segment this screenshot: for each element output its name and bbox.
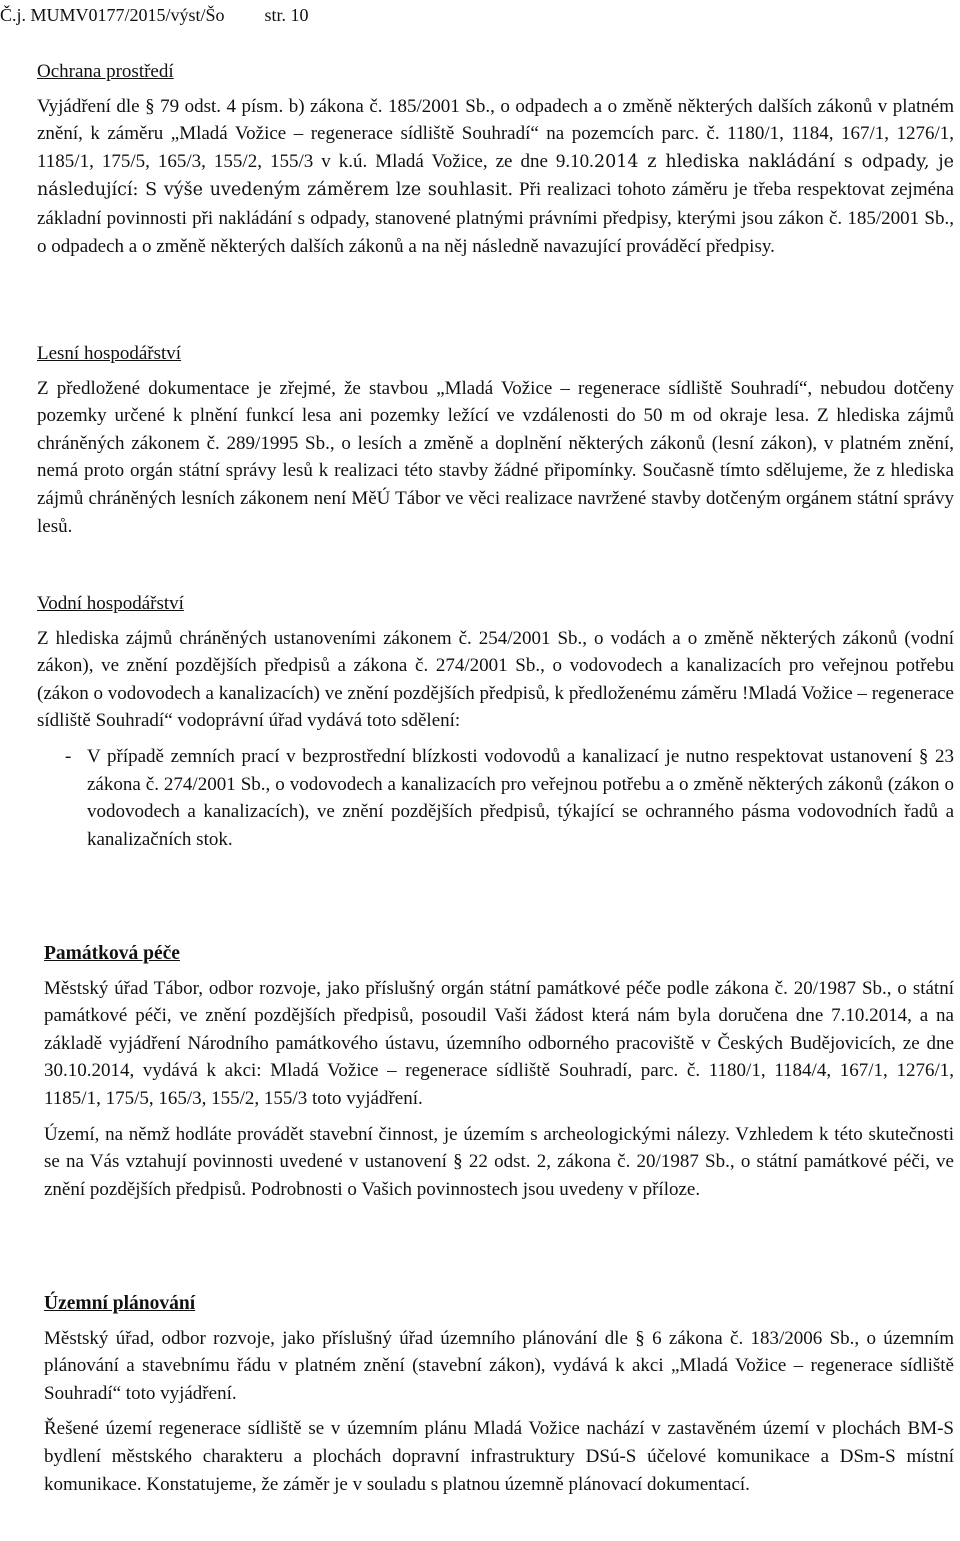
page-header: [0, 4, 309, 26]
uzemni-paragraph-1: Městský úřad, odbor rozvoje, jako příslušný úřad územního plánování dle § 6 zákona č. 183/2006 Sb., o územním plánování a stavebnímu řádu v platném znění (stavební zákon), vydává k akci „Mladá Vožice – regenerace sídliště Souhradí“ toto vyjádření.: [44, 1327, 954, 1404]
heading-pamatkova-pece: Památková péče: [44, 943, 180, 964]
uzemni-paragraph-2: Řešené území regenerace sídliště se v územním plánu Mladá Vožice nachází v zastavěném území v plochách BM-S bydlení městského charakteru a plochách dopravní infrastruktury DSú-S účelové komunikace a DSm-S místní komunikace. Konstatujeme, že záměr je v souladu s platnou územně plánovací dokumentací.: [44, 1418, 954, 1495]
pamatkova-paragraph-2: Území, na němž hodláte provádět stavební činnost, je územím s archeologickými nálezy. Vzhledem k této skutečnosti se na Vás vztahují povinnosti uvedené v ustanovení § 22 odst. 2, zákona č. 20/1987 Sb., o státní památkové péči, ve znění pozdějších předpisů. Podrobnosti o Vašich povinnostech jsou uvedeny v příloze.: [44, 1123, 954, 1200]
section-lesni-hospodarstvi: [37, 340, 954, 540]
vodni-paragraph: Z hlediska zájmů chráněných ustanoveními zákonem č. 254/2001 Sb., o vodách a o změně některých zákonů (vodní zákon), ve znění pozdějších předpisů a zákona č. 274/2001 Sb., o vodovodech a kanalizacích pro veřejnou potřebu (zákon o vodovodech a kanalizacích) ve znění pozdějších předpisů, k předloženému záměru !Mladá Vožice – regenerace sídliště Souhradí“ vodoprávní úřad vydává toto sdělení:: [37, 627, 954, 732]
heading-uzemni-planovani: Územní plánování: [44, 1293, 196, 1314]
vodni-list-item: [37, 743, 954, 853]
reference-number: Č.j. MUMV0177/2015/výst/Šo: [0, 5, 225, 25]
heading-ochrana-prostredi: Ochrana prostředí: [37, 61, 174, 82]
section-uzemni-planovani: [44, 1290, 954, 1498]
pamatkova-paragraph-1: Městský úřad Tábor, odbor rozvoje, jako příslušný orgán státní památkové péče podle zákona č. 20/1987 Sb., o státní památkové péči, ve znění pozdějších předpisů, posoudil Vaši žádost která nám byla doručena dne 7.10.2014, a na základě vyjádření Národního památkového ústavu, územního odborného pracoviště v Českých Budějovicích, ze dne 30.10.2014, vydává k akci: Mladá Vožice – regenerace sídliště Souhradí, parc. č. 1180/1, 1184/4, 167/1, 1276/1, 1185/1, 175/5, 165/3, 155/2, 155/3 toto vyjádření.: [44, 977, 954, 1109]
section-pamatkova-pece: [44, 940, 954, 1203]
list-item-text: V případě zemních prací v bezprostřední blízkosti vodovodů a kanalizací je nutno respektovat ustanovení § 23 zákona č. 274/2001 Sb., o vodovodech a kanalizacích pro veřejnou potřebu a o změně některých zákonů (zákon o vodovodech a kanalizacích), ve znění pozdějších předpisů, týkající se ochranného pásma vodovodních řadů a kanalizačních stok.: [87, 745, 954, 850]
lesni-paragraph: Z předložené dokumentace je zřejmé, že stavbou „Mladá Vožice – regenerace sídliště Souhradí“, nebudou dotčeny pozemky určené k plnění funkcí lesa ani pozemky ležící ve vzdálenosti do 50 m od okraje lesa. Z hlediska zájmů chráněných zákonem č. 289/1995 Sb., o lesích a změně a doplnění některých zákonů (lesní zákon), v platném znění, nemá proto orgán státní správy lesů k realizaci této stavby žádné připomínky. Současně tímto sdělujeme, že z hlediska zájmů chráněných lesních zákonem není MěÚ Tábor ve věci realizace navržené stavby dotčeným orgánem státní správy lesů.: [37, 377, 954, 537]
ochrana-paragraph: Vyjádření dle § 79 odst. 4 písm. b) zákona č. 185/2001 Sb., o odpadech a o změně některých dalších zákonů v platném znění, k záměru „Mladá Vožice – regenerace sídliště Souhradí“ na pozemcích parc. č. 1180/1, 1184, 167/1, 1276/1, 1185/1, 175/5, 165/3, 155/2, 155/3 v k.ú. Mladá Vožice, ze dne 9.10.2014 z hlediska nakládání s odpady, je následující: S výše uvedeným záměrem lze souhlasit. Při realizaci tohoto záměru je třeba respektovat zejména základní povinnosti při nakládání s odpady, stanovené platnými právními předpisy, kterými jsou zákon č. 185/2001 Sb., o odpadech a o změně některých dalších zákonů a na něj následně navazující prováděcí předpisy.: [37, 95, 954, 257]
list-dash: -: [65, 745, 72, 767]
section-ochrana-prostredi: [37, 58, 954, 260]
heading-vodni-hospodarstvi: Vodní hospodářství: [37, 593, 184, 614]
page-number: str. 10: [264, 5, 309, 25]
heading-lesni-hospodarstvi: Lesní hospodářství: [37, 343, 182, 364]
section-vodni-hospodarstvi: [37, 590, 954, 853]
